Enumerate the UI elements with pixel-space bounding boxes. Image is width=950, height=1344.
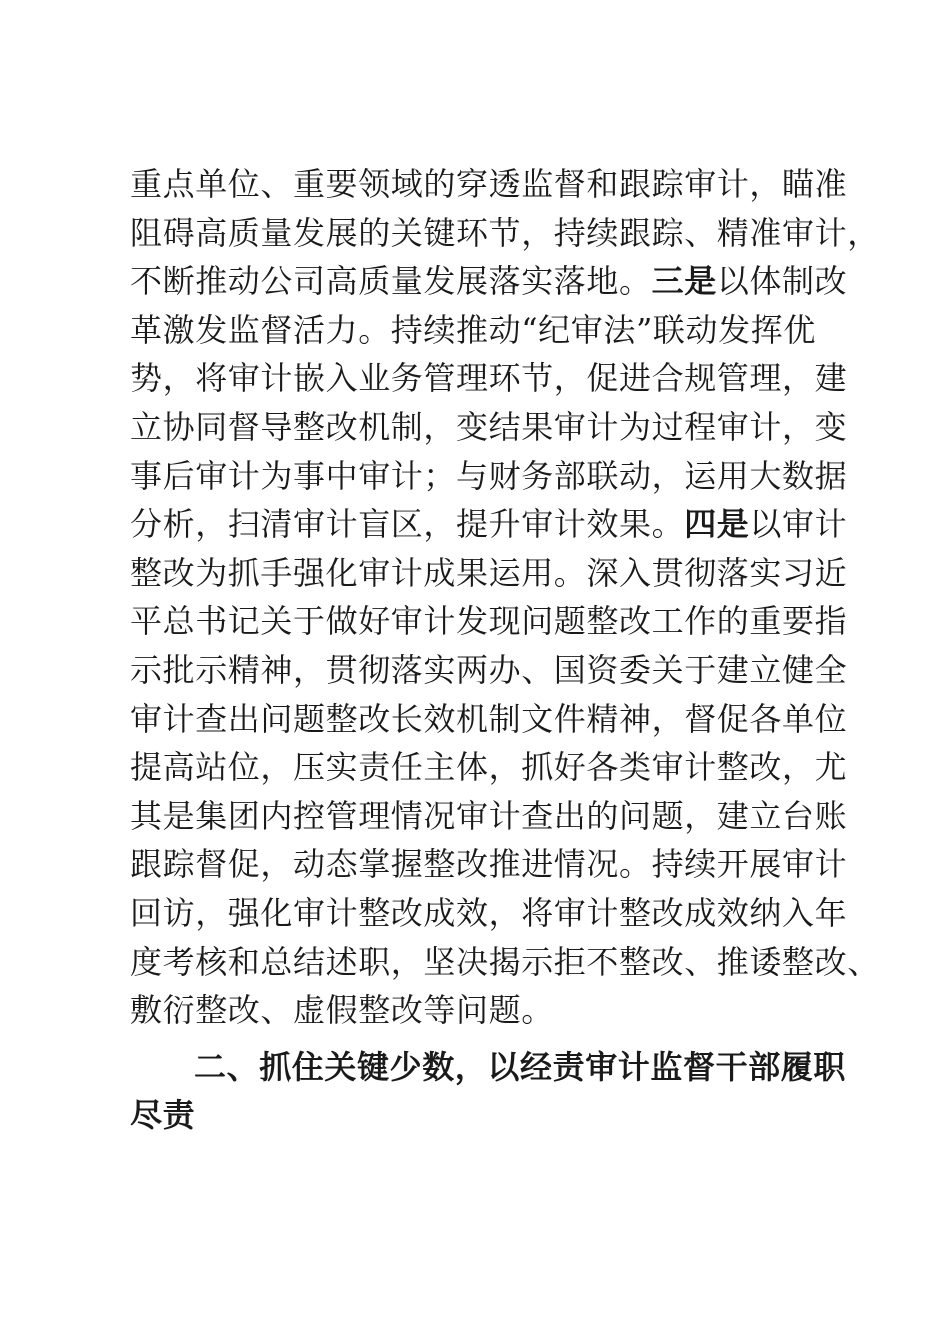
body-line: 事后审计为事中审计；与财务部联动，运用大数据 [130, 456, 848, 495]
body-line: 度考核和总结述职，坚决揭示拒不整改、推诿整改、 [130, 942, 880, 981]
document-body [130, 160, 880, 1140]
body-line: 革激发监督活力。持续推动“纪审法”联动发挥优 [130, 310, 816, 349]
section-heading-continuation: 尽责 [130, 1096, 196, 1135]
bold-marker-fourth: 四是 [684, 505, 750, 544]
body-line: 示批示精神，贯彻落实两办、国资委关于建立健全 [130, 650, 848, 689]
body-line [130, 257, 850, 306]
section-heading: 二、抓住关键少数，以经责审计监督干部履职 [194, 1047, 847, 1086]
body-text: 以审计 [749, 505, 848, 544]
body-line: 回访，强化审计整改成效，将审计整改成效纳入年 [130, 893, 848, 932]
body-line: 其是集团内控管理情况审计查出的问题，建立台账 [130, 796, 848, 835]
body-text: 以体制改 [716, 262, 848, 301]
body-line [130, 500, 850, 549]
body-line: 阻碍高质量发展的关键环节，持续跟踪、精准审计， [130, 213, 880, 252]
body-line: 跟踪督促，动态掌握整改推进情况。持续开展审计 [130, 845, 848, 884]
body-text: 不断推动公司高质量发展落实落地。 [130, 262, 652, 301]
body-line: 敷衍整改、虚假整改等问题。 [130, 991, 554, 1030]
body-line: 立协同督导整改机制，变结果审计为过程审计，变 [130, 407, 848, 446]
body-line: 平总书记关于做好审计发现问题整改工作的重要指 [130, 602, 848, 641]
body-line: 提高站位，压实责任主体，抓好各类审计整改，尤 [130, 748, 848, 787]
body-line: 审计查出问题整改长效机制文件精神，督促各单位 [130, 699, 848, 738]
body-text: 分析，扫清审计盲区，提升审计效果。 [130, 505, 685, 544]
body-line: 重点单位、重要领域的穿透监督和跟踪审计，瞄准 [130, 165, 848, 203]
body-line: 整改为抓手强化审计成果运用。深入贯彻落实习近 [130, 553, 848, 592]
body-line: 势，将审计嵌入业务管理环节，促进合规管理，建 [130, 359, 848, 398]
bold-marker-third: 三是 [651, 262, 717, 301]
